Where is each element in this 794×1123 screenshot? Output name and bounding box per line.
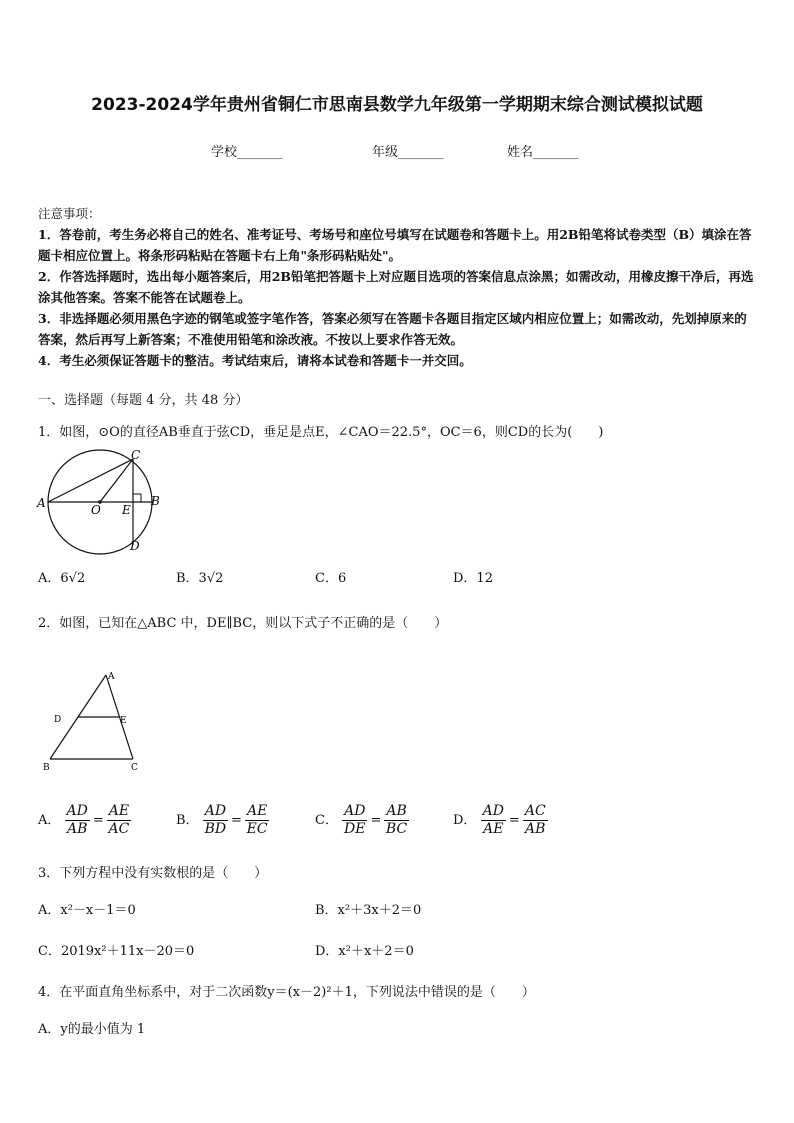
circle-figure (34, 447, 164, 557)
label-o: O (91, 503, 101, 517)
question-4-text: 4．在平面直角坐标系中，对于二次函数y＝(x－2)²＋1，下列说法中错误的是（ ） (38, 985, 535, 1000)
label-a: A (108, 672, 115, 682)
q3-option-c: C．2019x²＋11x－20＝0 (38, 944, 195, 959)
section-heading: 一、选择题（每题 4 分，共 48 分） (38, 393, 249, 408)
q1-option-d: D．12 (453, 571, 493, 586)
q1-option-c: C．6 (315, 571, 347, 586)
grade-field: 年级_______ (372, 145, 444, 160)
label-e: E (122, 503, 131, 517)
page-title: 2023-2024学年贵州省铜仁市思南县数学九年级第一学期期末综合测试模拟试题 (91, 95, 703, 115)
notes-block (38, 203, 758, 371)
note-item: 1．答卷前，考生务必将自己的姓名、准考证号、考场号和座位号填写在试题卷和答题卡上。用2B铅笔将试卷类型（B）填涂在答题卡相应位置上。将条形码粘贴在答题卡右上角"条形码粘贴处"。 (38, 227, 752, 263)
note-item: 3．非选择题必须用黑色字迹的钢笔或签字笔作答，答案必须写在答题卡各题目指定区域内相应位置上；如需改动，先划掉原来的答案，然后再写上新答案；不准使用铅笔和涂改液。不按以上要求作答无效。 (38, 311, 747, 347)
label-d: D (54, 715, 62, 725)
label-e: E (120, 716, 127, 726)
q3-option-a: A．x²－x－1＝0 (38, 903, 136, 918)
q2-option-c: C． $\frac{AD}{DE}$ = $\frac{AB}{BC}$ (315, 803, 408, 837)
name-field: 姓名_______ (507, 145, 579, 160)
label-c: C (131, 448, 141, 462)
notes-heading: 注意事项： (38, 206, 101, 221)
label-d: D (130, 539, 140, 553)
question-2-text: 2．如图，已知在△ABC 中，DE∥BC，则以下式子不正确的是（ ） (38, 616, 448, 631)
label-b: B (151, 494, 160, 508)
q1-option-a: A．6√2 (38, 571, 86, 586)
q2-option-d: D． $\frac{AD}{AE}$ = $\frac{AC}{AB}$ (453, 803, 546, 837)
question-3-text: 3．下列方程中没有实数根的是（ ） (38, 866, 268, 881)
q2-option-b: B． $\frac{AD}{BD}$ = $\frac{AE}{EC}$ (176, 803, 268, 837)
q3-option-d: D．x²＋x＋2＝0 (315, 944, 414, 959)
label-c: C (131, 763, 138, 773)
triangle-figure (40, 667, 150, 777)
question-1-text: 1．如图，⊙O的直径AB垂直于弦CD，垂足是点E，∠CAO＝22.5°，OC＝6，则CD的长为( ) (38, 425, 604, 440)
q3-option-b: B．x²＋3x＋2＝0 (315, 903, 422, 918)
q4-option-a: A．y的最小值为 1 (38, 1022, 146, 1037)
label-b: B (43, 763, 50, 773)
school-field: 学校_______ (211, 145, 283, 160)
note-item: 2．作答选择题时，选出每小题答案后，用2B铅笔把答题卡上对应题目选项的答案信息点涂黑；如需改动，用橡皮擦干净后，再选涂其他答案。答案不能答在试题卷上。 (38, 269, 754, 305)
note-item: 4．考生必须保证答题卡的整洁。考试结束后，请将本试卷和答题卡一并交回。 (38, 353, 472, 368)
q2-option-a: A． $\frac{AD}{AB}$ = $\frac{AE}{AC}$ (38, 803, 130, 837)
q1-option-b: B．3√2 (176, 571, 224, 586)
label-a: A (37, 496, 46, 510)
